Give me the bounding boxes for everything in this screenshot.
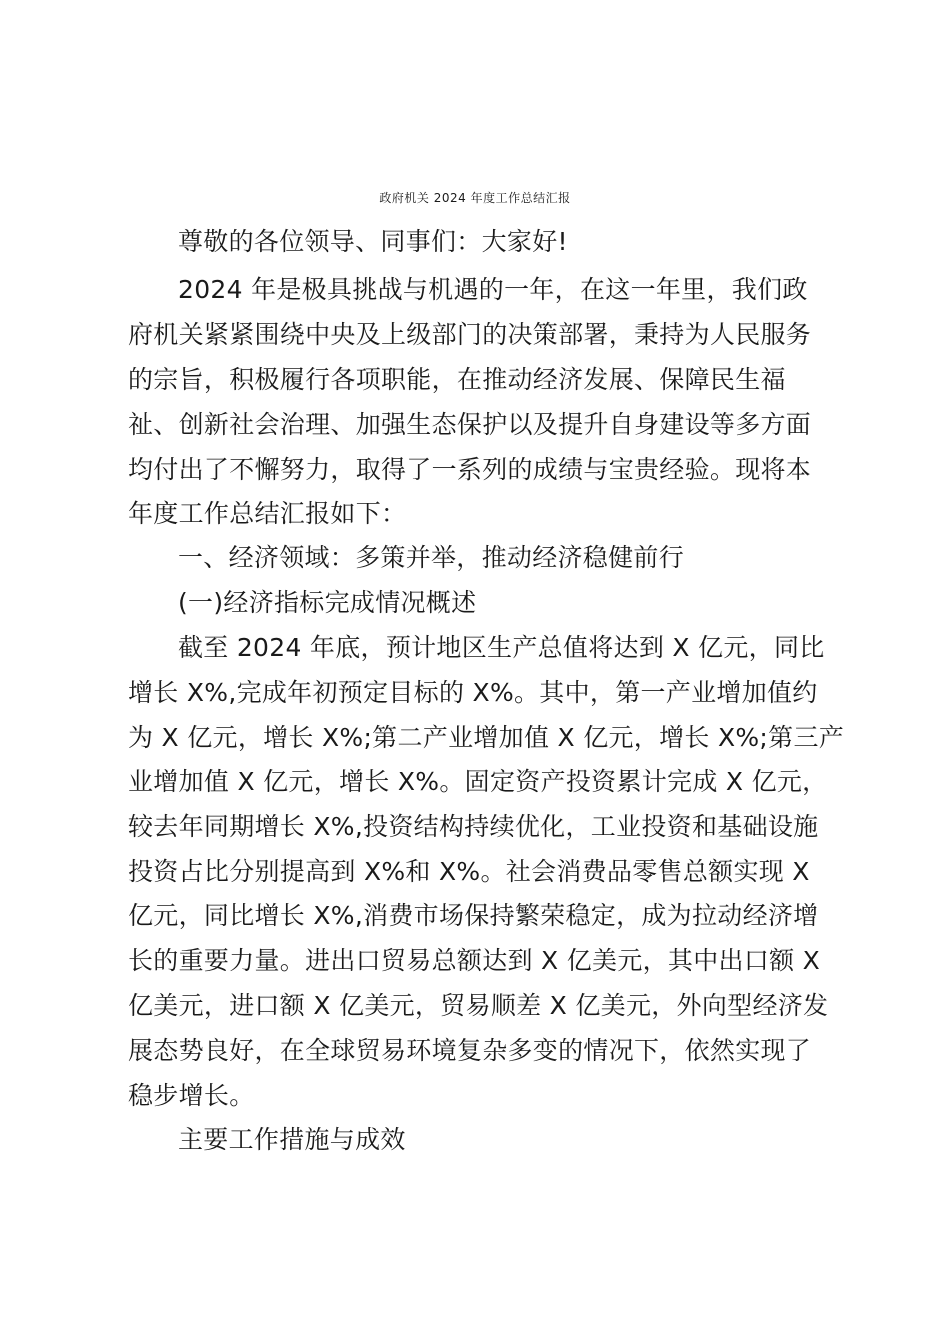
economy-line: 较去年同期增长 X%,投资结构持续优化，工业投资和基础设施	[128, 812, 819, 841]
economy-line: 展态势良好，在全球贸易环境复杂多变的情况下，依然实现了	[128, 1036, 812, 1065]
intro-line: 2024 年是极具挑战与机遇的一年，在这一年里，我们政	[178, 275, 808, 304]
subsection-heading: (一)经济指标完成情况概述	[178, 588, 477, 617]
intro-line: 祉、创新社会治理、加强生态保护以及提升自身建设等多方面	[128, 410, 812, 439]
economy-line: 为 X 亿元，增长 X%;第二产业增加值 X 亿元，增长 X%;第三产	[128, 723, 845, 752]
economy-line: 投资占比分别提高到 X%和 X%。社会消费品零售总额实现 X	[128, 857, 810, 886]
economy-line: 稳步增长。	[128, 1081, 255, 1110]
economy-line: 亿美元，进口额 X 亿美元，贸易顺差 X 亿美元，外向型经济发	[128, 991, 829, 1020]
intro-line: 均付出了不懈努力，取得了一系列的成绩与宝贵经验。现将本	[128, 455, 812, 484]
economy-line: 截至 2024 年底，预计地区生产总值将达到 X 亿元，同比	[178, 633, 825, 662]
section-heading: 一、经济领域：多策并举，推动经济稳健前行	[178, 543, 685, 572]
economy-line: 增长 X%,完成年初预定目标的 X%。其中，第一产业增加值约	[128, 678, 818, 707]
economy-line: 亿元，同比增长 X%,消费市场保持繁荣稳定，成为拉动经济增	[128, 901, 819, 930]
intro-line: 的宗旨，积极履行各项职能，在推动经济发展、保障民生福	[128, 365, 786, 394]
document-title: 政府机关 2024 年度工作总结汇报	[379, 191, 571, 205]
intro-line: 府机关紧紧围绕中央及上级部门的决策部署，秉持为人民服务	[128, 320, 812, 349]
greeting: 尊敬的各位领导、同事们：大家好!	[178, 227, 568, 256]
economy-line: 长的重要力量。进出口贸易总额达到 X 亿美元，其中出口额 X	[128, 946, 821, 975]
economy-line: 业增加值 X 亿元，增长 X%。固定资产投资累计完成 X 亿元，	[128, 767, 828, 796]
intro-line: 年度工作总结汇报如下：	[128, 499, 407, 528]
measures-heading: 主要工作措施与成效	[178, 1125, 406, 1154]
